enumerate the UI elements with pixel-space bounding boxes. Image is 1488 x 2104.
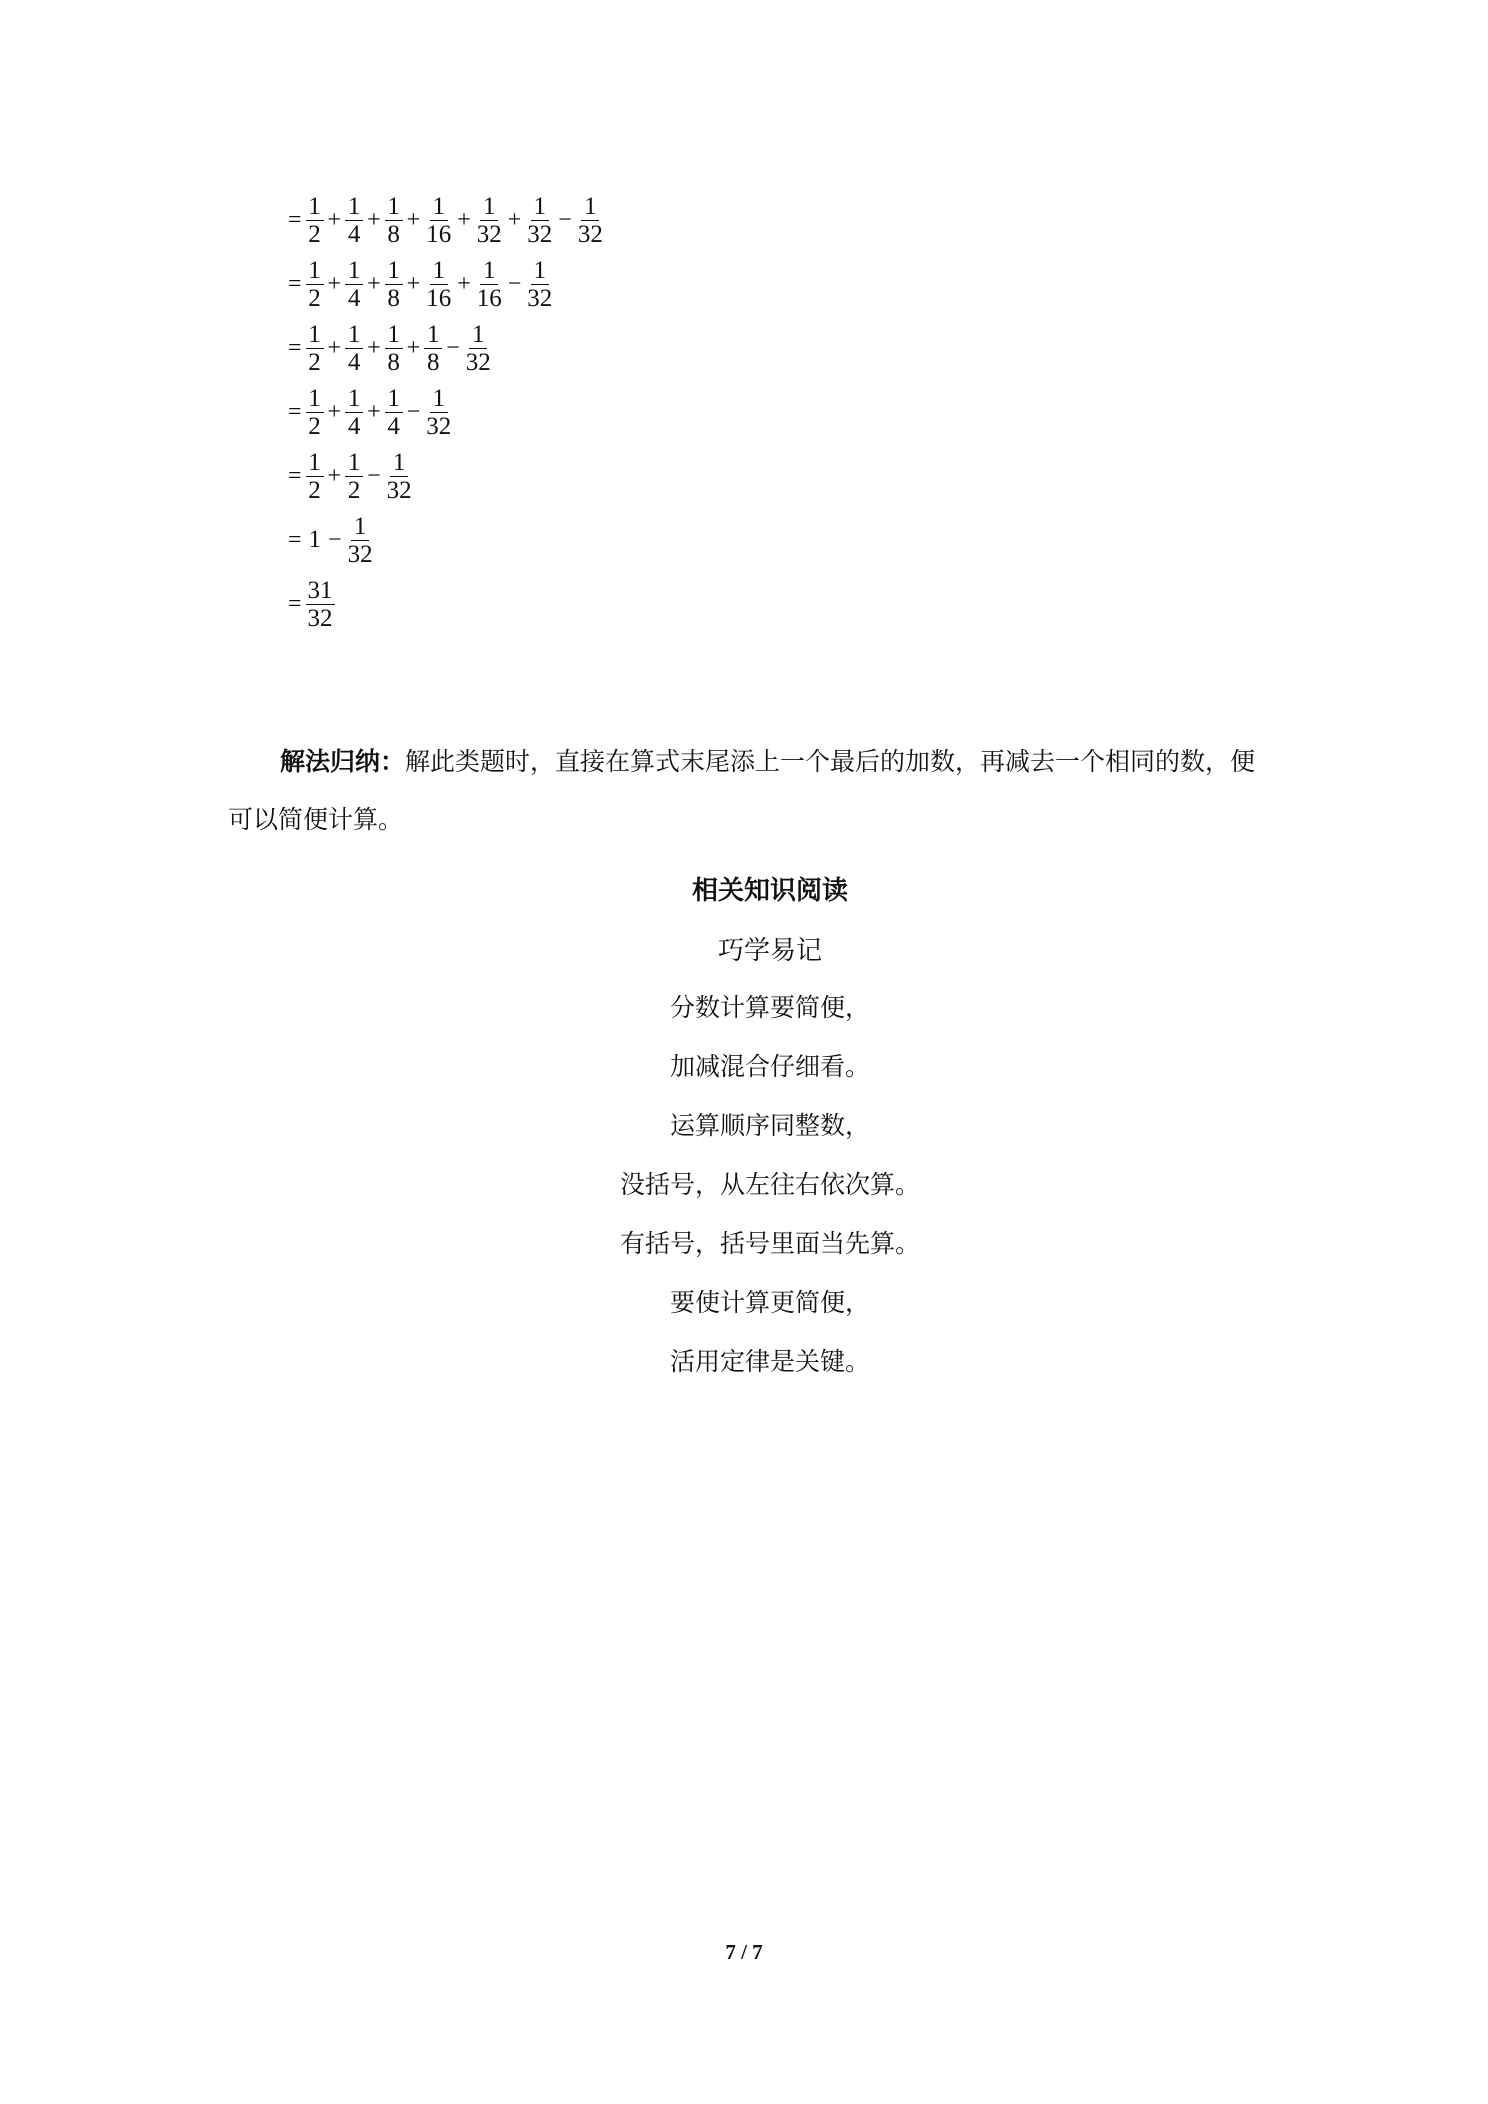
- section-title: 相关知识阅读: [691, 876, 848, 906]
- fraction: [385, 449, 414, 504]
- equals-sign: =: [288, 526, 302, 553]
- numerator: 1: [390, 449, 408, 477]
- fraction: [345, 193, 363, 248]
- plus-sign: +: [367, 334, 381, 361]
- numerator: 1: [351, 513, 369, 541]
- fraction: [525, 257, 554, 312]
- poem-line: 有括号，括号里面当先算。: [619, 1229, 920, 1258]
- denominator: 8: [426, 348, 440, 376]
- fraction: [385, 385, 403, 440]
- integer-term: 1: [308, 526, 322, 553]
- plus-sign: +: [406, 270, 421, 297]
- poem-line: 运算顺序同整数，: [669, 1111, 870, 1140]
- plus-sign: +: [457, 270, 471, 297]
- plus-sign: +: [406, 206, 421, 233]
- denominator: 32: [386, 476, 412, 504]
- plus-sign: +: [367, 398, 381, 425]
- numerator: 31: [307, 576, 333, 604]
- numerator: 1: [385, 257, 403, 285]
- fraction: [306, 449, 324, 504]
- equation-line: [285, 444, 606, 508]
- numerator: 1: [430, 257, 448, 285]
- denominator: 32: [527, 220, 553, 248]
- equals-sign: =: [288, 398, 302, 425]
- denominator: 4: [387, 412, 400, 440]
- denominator: 2: [308, 348, 321, 376]
- fraction: [345, 321, 363, 376]
- denominator: 8: [387, 220, 400, 248]
- fraction: [385, 257, 403, 312]
- equals-sign: =: [288, 270, 302, 297]
- denominator: 32: [426, 412, 452, 440]
- plus-sign: +: [327, 398, 342, 425]
- plus-sign: +: [327, 206, 342, 233]
- denominator: 2: [308, 412, 321, 440]
- poem-line: 没括号，从左往右依次算。: [619, 1170, 920, 1199]
- equation-line: [285, 252, 606, 316]
- denominator: 2: [347, 476, 361, 504]
- denominator: 16: [426, 220, 452, 248]
- denominator: 32: [465, 348, 491, 376]
- numerator: 1: [385, 321, 403, 349]
- numerator: 1: [531, 257, 549, 285]
- denominator: 32: [347, 540, 373, 568]
- fraction: [464, 321, 493, 376]
- plus-sign: +: [327, 334, 342, 361]
- fraction: [306, 321, 324, 376]
- denominator: 32: [307, 604, 333, 632]
- fraction: [475, 193, 504, 248]
- denominator: 8: [387, 284, 400, 312]
- numerator: 1: [345, 449, 363, 477]
- numerator: 1: [306, 257, 324, 285]
- numerator: 1: [385, 385, 403, 413]
- equation-line: [285, 572, 606, 636]
- fraction: [306, 577, 335, 632]
- denominator: 32: [577, 220, 603, 248]
- fraction: [385, 321, 403, 376]
- numerator: 1: [345, 193, 363, 221]
- fraction: [424, 385, 453, 440]
- plus-sign: +: [327, 270, 342, 297]
- fraction: [424, 257, 453, 312]
- minus-sign: −: [507, 270, 522, 297]
- fraction: [306, 257, 324, 312]
- denominator: 8: [387, 348, 400, 376]
- fraction: [475, 257, 504, 312]
- numerator: 1: [306, 385, 324, 413]
- equals-sign: =: [288, 462, 302, 489]
- denominator: 32: [476, 220, 502, 248]
- summary-label: 解法归纳：: [280, 747, 406, 776]
- numerator: 1: [480, 193, 498, 221]
- numerator: 1: [424, 321, 442, 349]
- numerator: 1: [345, 321, 363, 349]
- numerator: 1: [345, 385, 363, 413]
- denominator: 16: [426, 284, 452, 312]
- denominator: 4: [347, 348, 361, 376]
- fraction: [424, 193, 453, 248]
- poem-title: 巧学易记: [717, 936, 822, 966]
- fraction: [345, 257, 363, 312]
- numerator: 1: [345, 257, 363, 285]
- numerator: 1: [581, 193, 599, 221]
- fraction: [306, 385, 324, 440]
- plus-sign: +: [327, 462, 342, 489]
- minus-sign: −: [446, 334, 460, 361]
- denominator: 16: [476, 284, 502, 312]
- poem-line: 分数计算要简便，: [669, 993, 870, 1022]
- equals-sign: =: [288, 206, 302, 233]
- denominator: 2: [308, 220, 321, 248]
- fraction: [525, 193, 554, 248]
- fraction: [576, 193, 605, 248]
- poem-line: 加减混合仔细看。: [669, 1052, 870, 1081]
- denominator: 32: [527, 284, 553, 312]
- denominator: 2: [308, 476, 321, 504]
- equation-line: [285, 380, 606, 444]
- fraction: [345, 385, 363, 440]
- denominator: 4: [347, 220, 361, 248]
- fraction: [345, 449, 363, 504]
- denominator: 4: [347, 412, 361, 440]
- numerator: 1: [306, 321, 324, 349]
- numerator: 1: [469, 321, 487, 349]
- fraction: [385, 193, 403, 248]
- minus-sign: −: [328, 526, 342, 553]
- equation-block: [285, 188, 606, 636]
- page-number: 7 / 7: [725, 1940, 763, 1964]
- fraction: [424, 321, 442, 376]
- plus-sign: +: [367, 270, 381, 297]
- equation-line: [285, 508, 606, 572]
- fraction: [306, 193, 324, 248]
- denominator: 2: [308, 284, 321, 312]
- plus-sign: +: [457, 206, 471, 233]
- summary-text: 解此类题时，直接在算式末尾添上一个最后的加数，再减去一个相同的数，便可以简便计算。: [228, 747, 1256, 834]
- equals-sign: =: [288, 590, 302, 617]
- numerator: 1: [306, 449, 324, 477]
- numerator: 1: [531, 193, 549, 221]
- plus-sign: +: [367, 206, 381, 233]
- poem-line: 要使计算更简便，: [669, 1288, 870, 1317]
- denominator: 4: [347, 284, 361, 312]
- minus-sign: −: [367, 462, 381, 489]
- numerator: 1: [430, 193, 448, 221]
- numerator: 1: [430, 385, 448, 413]
- poem-line: 活用定律是关键。: [669, 1347, 870, 1376]
- fraction: [346, 513, 375, 568]
- equation-line: [285, 188, 606, 252]
- numerator: 1: [385, 193, 403, 221]
- summary-paragraph: [228, 733, 1268, 849]
- minus-sign: −: [406, 398, 421, 425]
- equals-sign: =: [288, 334, 302, 361]
- minus-sign: −: [558, 206, 572, 233]
- equation-line: [285, 316, 606, 380]
- plus-sign: +: [507, 206, 522, 233]
- plus-sign: +: [406, 334, 421, 361]
- numerator: 1: [480, 257, 498, 285]
- numerator: 1: [306, 193, 324, 221]
